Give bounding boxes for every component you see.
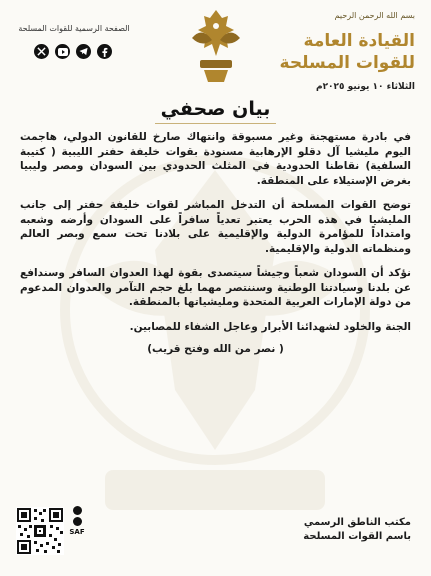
motto: ( نصر من الله وفتح قريب) [147,343,284,355]
general-command-title [265,30,415,74]
statement-body [20,130,411,367]
official-page-label: الصفحة الرسمية للقوات المسلحة [18,24,130,33]
telegram-icon[interactable] [76,44,91,59]
social-links [34,44,112,59]
statement-date: الثلاثاء ١٠ يونيو ٢٠٢٥م [315,82,415,92]
x-icon[interactable] [34,44,49,59]
paragraph-2: توضح القوات المسلحة أن التدخل المباشر لقوات خليفة حفتر إلى جانب المليشيا في هذه الحرب يعتبر تعدياً سافراً على السودان وأرضه وشعبه وامتداداً للمؤامرة الدولية والإقليمية على بلادنا تحت سمع وبصر العالم ومنظماته الدولية والإقليمية. [20,199,411,255]
command-title-line1: القيادة العامة [303,31,415,51]
qr-code[interactable] [16,507,64,555]
paragraph-4: الجنة والخلود لشهدائنا الأبرار وعاجل الشفاء للمصابين. [129,320,411,333]
signature-line1: مكتب الناطق الرسمي [303,517,411,528]
brand-label: SAF [69,528,85,536]
facebook-icon[interactable] [97,44,112,59]
paragraph-3: نؤكد أن السودان شعباً وجيشاً سيتصدى بقوة لهذا العدوان السافر وسندافع عن بلدنا وسيادتنا الوطنية وسننتصر مهما بلغ حجم التآمر والعدوان المدعوم من دولة الإمارات العربية المتحدة ومليشياتها بالمنطقة. [20,267,411,308]
signature-block [241,516,411,544]
saf-brand-strip [70,506,84,558]
signature-line2: باسم القوات المسلحة [303,531,411,542]
armed-forces-emblem [188,4,244,88]
title-divider [155,123,276,124]
brand-badge-icon [73,506,82,515]
brand-badge-icon [73,517,82,526]
paragraph-1: في بادرة مستهجنة وغير مسبوقة وانتهاك صارخ للقانون الدولي، هاجمت اليوم مليشيا آل دقلو الإرهابية مسنودة بقوات خليفة حفتر الليبية ( كتيبة السلفية) نقاطنا الحدودية في المثلث الحدودي بين السودان ومصر وليبيا بغرض الإستيلاء على المنطقة. [20,131,411,187]
basmala: بسم الله الرحمن الرحيم [334,11,415,20]
document-title: بيان صحفي [160,98,271,120]
youtube-icon[interactable] [55,44,70,59]
command-title-line2: للقوات المسلحة [279,53,415,73]
